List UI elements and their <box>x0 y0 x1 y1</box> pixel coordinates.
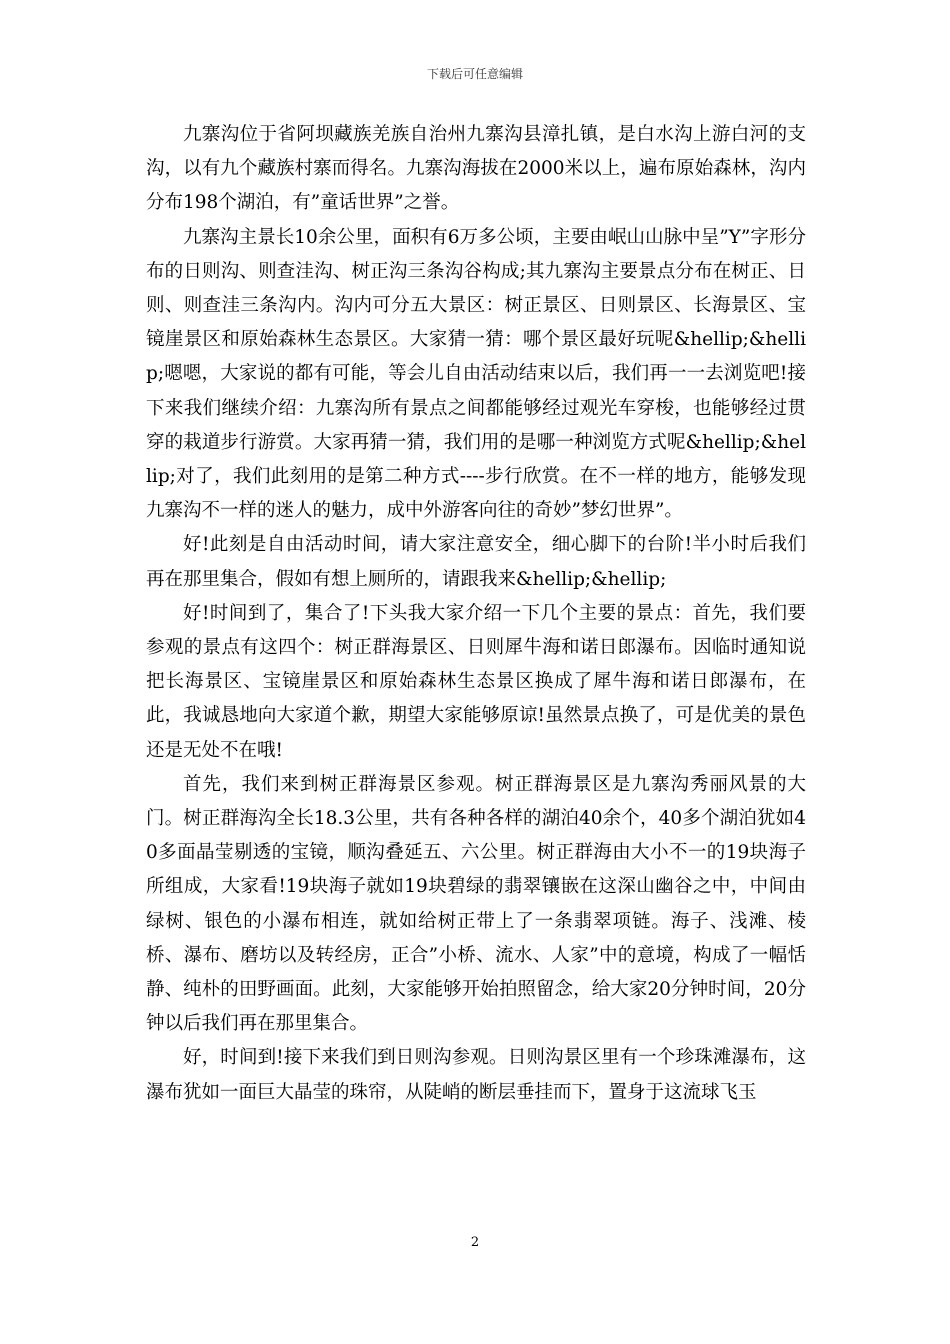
paragraph-shuzheng: 首先，我们来到树正群海景区参观。树正群海景区是九寨沟秀丽风景的大门。树正群海沟全长18.3公里，共有各种各样的湖泊40余个，40多个湖泊犹如40多面晶莹剔透的宝镜，顺沟叠延五、六公里。树正群海由大小不一的19块海子所组成，大家看!19块海子就如19块碧绿的翡翠镶嵌在这深山幽谷之中，中间由绿树、银色的小瀑布相连，就如给树正带上了一条翡翠项链。海子、浅滩、棱桥、瀑布、磨坊以及转经房，正合”小桥、流水、人家”中的意境，构成了一幅恬静、纯朴的田野画面。此刻，大家能够开始拍照留念，给大家20分钟时间，20分钟以后我们再在那里集合。 <box>146 773 806 1035</box>
paragraph-main-scenery: 九寨沟主景长10余公里，面积有6万多公顷，主要由岷山山脉中呈”Y”字形分布的日则沟、则查洼沟、树正沟三条沟谷构成;其九寨沟主要景点分布在树正、日则、则查洼三条沟内。沟内可分五大景区：树正景区、日则景区、长海景区、宝镜崖景区和原始森林生态景区。大家猜一猜：哪个景区最好玩呢&hellip;&hellip;嗯嗯，大家说的都有可能，等会儿自由活动结束以后，我们再一一去浏览吧!接下来我们继续介绍：九寨沟所有景点之间都能够经过观光车穿梭，也能够经过贯穿的栽道步行游赏。大家再猜一猜，我们用的是哪一种浏览方式呢&hellip;&hellip;对了，我们此刻用的是第二种方式----步行欣赏。在不一样的地方，能够发现九寨沟不一样的迷人的魅力，成中外游客向往的奇妙”梦幻世界”。 <box>146 226 806 522</box>
paragraph-gathering: 好!时间到了，集合了!下头我大家介绍一下几个主要的景点：首先，我们要参观的景点有这四个：树正群海景区、日则犀牛海和诺日郎瀑布。因临时通知说把长海景区、宝镜崖景区和原始森林生态景区换成了犀牛海和诺日郎瀑布，在此，我诚恳地向大家道个歉，期望大家能够原谅!虽然景点换了，可是优美的景色还是无处不在哦! <box>146 602 806 761</box>
document-body <box>146 118 806 1110</box>
paragraph-rize: 好，时间到!接下来我们到日则沟参观。日则沟景区里有一个珍珠滩瀑布，这瀑布犹如一面巨大晶莹的珠帘，从陡峭的断层垂挂而下，置身于这流球飞玉 <box>146 1047 806 1103</box>
page-header: 下载后可任意编辑 <box>426 67 523 81</box>
paragraph-intro: 九寨沟位于省阿坝藏族羌族自治州九寨沟县漳扎镇，是白水沟上游白河的支沟，以有九个藏族村寨而得名。九寨沟海拔在2000米以上，遍布原始森林，沟内分布198个湖泊，有”童话世界”之誉。 <box>146 124 806 214</box>
page-number: 2 <box>470 1235 480 1250</box>
paragraph-free-activity: 好!此刻是自由活动时间，请大家注意安全，细心脚下的台阶!半小时后我们再在那里集合，假如有想上厕所的，请跟我来&hellip;&hellip; <box>146 534 806 590</box>
